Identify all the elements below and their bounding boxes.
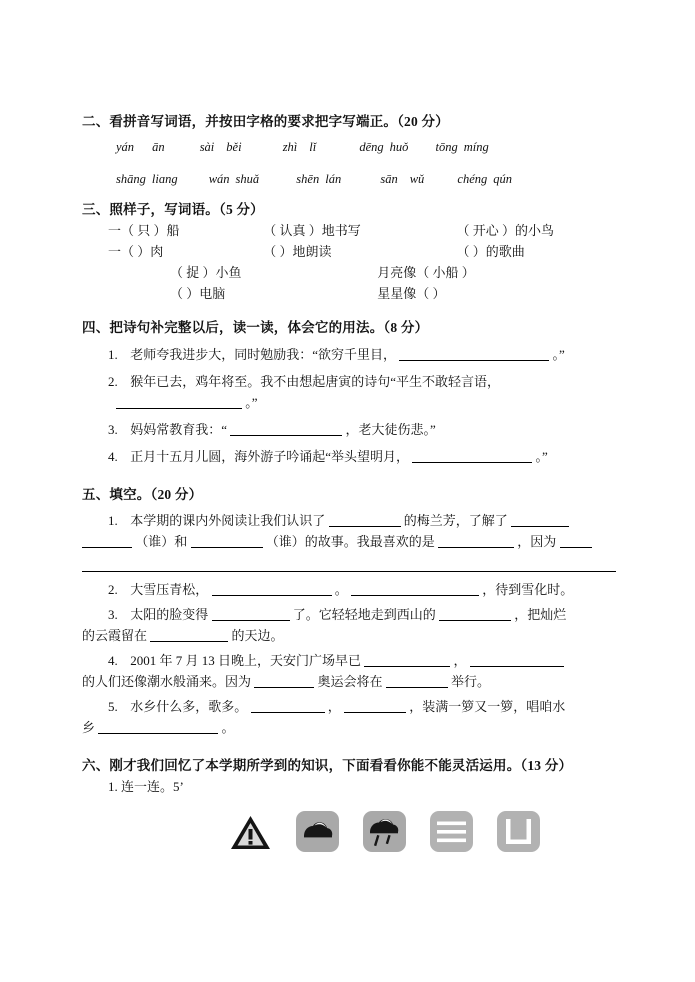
- fill-item-3-line2: [82, 625, 616, 646]
- fill-2-blank-2[interactable]: [351, 582, 479, 596]
- pattern-4-col-2[interactable]: 星星像（ ）: [377, 286, 446, 301]
- fill-4-blank-4[interactable]: [386, 674, 448, 688]
- fill-item-4-line2: [82, 671, 616, 692]
- poem-3-blank[interactable]: [230, 422, 342, 436]
- section-four: [82, 318, 616, 467]
- fill-item-1-line2: [82, 531, 616, 552]
- pattern-2-col-3[interactable]: （ ）的歌曲: [456, 244, 525, 259]
- poem-2-text-before: 猴年已去，鸡年将至。我不由想起唐寅的诗句“平生不敢轻言语，: [130, 374, 501, 389]
- fill-2-blank-1[interactable]: [212, 582, 332, 596]
- fill-3-blank-3[interactable]: [150, 628, 228, 642]
- fill-1-t5: ，因为: [517, 534, 557, 549]
- fill-item-5: [82, 696, 616, 717]
- poem-4-text-after: 。”: [535, 449, 548, 464]
- section-three: [82, 200, 616, 304]
- page-content: [82, 112, 616, 857]
- fill-1-blank-6[interactable]: [560, 534, 592, 548]
- pattern-line-1: [82, 220, 616, 241]
- section-four-heading: 四、把诗句补完整以后，读一读，体会它的用法。（8 分）: [82, 320, 429, 335]
- rain-cloud-icon[interactable]: [361, 808, 408, 855]
- poem-2-blank[interactable]: [116, 395, 242, 409]
- fill-1-blank-4[interactable]: [191, 534, 263, 548]
- fill-3-blank-1[interactable]: [212, 607, 290, 621]
- pattern-1-col-1: 一（ 只 ）船: [108, 223, 180, 238]
- list-lines-icon[interactable]: [428, 808, 475, 855]
- poem-1-number: 1.: [108, 347, 118, 362]
- fill-3-t5: 的天边。: [231, 628, 284, 643]
- fill-1-number: 1.: [108, 513, 118, 528]
- pattern-3-col-2: 月亮像（ 小船 ）: [377, 265, 475, 280]
- fill-item-3: [82, 604, 616, 625]
- pattern-1-col-3: （ 开心 ）的小鸟: [456, 223, 555, 238]
- pinyin-row-1: yán ān sài běi zhì lǐ dēng huǒ tōng míng: [116, 140, 489, 154]
- pattern-1-col-2: （ 认真 ）地书写: [263, 223, 361, 238]
- pattern-line-2: [82, 241, 616, 262]
- fill-4-t2: ，: [453, 653, 467, 668]
- fill-3-t4: 的云霞留在: [82, 628, 148, 643]
- fill-1-blank-3[interactable]: [82, 534, 132, 548]
- pattern-line-4: [82, 283, 616, 304]
- fill-item-1: [82, 510, 616, 531]
- fill-5-t2: ，: [327, 699, 341, 714]
- poem-2-number: 2.: [108, 374, 118, 389]
- section-three-heading: 三、照样子，写词语。（5 分）: [82, 202, 264, 217]
- poem-1-blank[interactable]: [399, 347, 549, 361]
- fill-4-t5: 举行。: [451, 674, 491, 689]
- match-icons-row: [82, 808, 616, 855]
- fill-5-blank-1[interactable]: [251, 699, 325, 713]
- cloud-icon[interactable]: [294, 808, 341, 855]
- poem-3-text-after: ，老大徒伤悲。”: [345, 422, 436, 437]
- fill-3-blank-2[interactable]: [439, 607, 511, 621]
- poem-item-3: [82, 419, 616, 440]
- fill-1-blank-1[interactable]: [329, 513, 401, 527]
- fill-4-t3: 的人们还像潮水般涌来。因为: [82, 674, 252, 689]
- fill-3-t1: 太阳的脸变得: [130, 607, 209, 622]
- fill-4-blank-2[interactable]: [470, 653, 564, 667]
- fill-1-t3: （谁）和: [135, 534, 188, 549]
- section-six: [82, 756, 616, 855]
- fill-item-5-line2: [82, 717, 616, 738]
- fill-1-blank-5[interactable]: [438, 534, 514, 548]
- section-six-subitem: 1. 连一连。5’: [108, 779, 184, 794]
- fill-2-t2: 。: [334, 582, 348, 597]
- fill-1-t1: 本学期的课内外阅读让我们认识了: [130, 513, 326, 528]
- fill-4-blank-3[interactable]: [254, 674, 314, 688]
- fill-2-number: 2.: [108, 582, 118, 597]
- poem-4-number: 4.: [108, 449, 118, 464]
- pattern-line-3: [82, 262, 616, 283]
- pattern-2-col-1[interactable]: 一（ ）肉: [108, 244, 164, 259]
- pinyin-row-2: shāng liɑng wán shuǎ shēn lán sān wǔ chéng qún: [116, 172, 513, 186]
- pattern-3-col-1: （ 捉 ）小鱼: [170, 265, 242, 280]
- fill-item-4: [82, 650, 616, 671]
- section-six-heading: 六、刚才我们回忆了本学期所学到的知识，下面看看你能不能灵活运用。（13 分）: [82, 758, 573, 773]
- fill-item-2: [82, 579, 616, 600]
- fill-2-t1: 大雪压青松，: [130, 582, 209, 597]
- fill-5-t3: ，装满一箩又一箩，唱咱水: [409, 699, 566, 714]
- poem-item-1: [82, 344, 616, 365]
- fill-5-blank-2[interactable]: [344, 699, 406, 713]
- fill-4-t1: 2001 年 7 月 13 日晚上，天安门广场早已: [130, 653, 362, 668]
- poem-3-text-before: 妈妈常教育我：“: [130, 422, 228, 437]
- poem-4-text-before: 正月十五月儿圆，海外游子吟诵起“举头望明月，: [130, 449, 410, 464]
- poem-item-2-continued: [82, 392, 616, 413]
- fill-5-t5: 。: [221, 720, 235, 735]
- section-two: [82, 112, 616, 188]
- poem-1-text-after: 。”: [552, 347, 565, 362]
- section-two-heading: 二、看拼音写词语，并按田字格的要求把字写端正。（20 分）: [82, 114, 449, 129]
- fill-5-t4: 乡: [82, 720, 96, 735]
- poem-item-2: [82, 371, 616, 392]
- fill-4-t4: 奥运会将在: [317, 674, 383, 689]
- poem-item-4: [82, 446, 616, 467]
- fill-3-t3: ，把灿烂: [514, 607, 567, 622]
- fill-1-blank-2[interactable]: [511, 513, 569, 527]
- fill-1-t2: 的梅兰芳，了解了: [403, 513, 508, 528]
- fill-3-t2: 了。它轻轻地走到西山的: [292, 607, 436, 622]
- section-five-heading: 五、填空。（20 分）: [82, 487, 203, 502]
- fill-5-blank-3[interactable]: [98, 720, 218, 734]
- pattern-2-col-2[interactable]: （ ）地朗读: [263, 244, 332, 259]
- fill-2-t3: ，待到雪化时。: [482, 582, 574, 597]
- pattern-4-col-1[interactable]: （ ）电脑: [170, 286, 226, 301]
- poem-1-text-before: 老师夸我进步大，同时勉励我：“欲穷千里目，: [130, 347, 397, 362]
- fill-5-number: 5.: [108, 699, 118, 714]
- fill-1-t4: （谁）的故事。我最喜欢的是: [265, 534, 435, 549]
- fill-4-number: 4.: [108, 653, 118, 668]
- poem-3-number: 3.: [108, 422, 118, 437]
- poem-4-blank[interactable]: [412, 449, 532, 463]
- open-box-icon[interactable]: [495, 808, 542, 855]
- poem-2-text-after: 。”: [245, 395, 258, 410]
- fill-1-blank-fullline[interactable]: [82, 557, 616, 572]
- fill-4-blank-1[interactable]: [364, 653, 450, 667]
- fill-3-number: 3.: [108, 607, 118, 622]
- warning-triangle-icon[interactable]: [227, 808, 274, 855]
- fill-5-t1: 水乡什么多，歌多。: [130, 699, 248, 714]
- section-five: [82, 485, 616, 738]
